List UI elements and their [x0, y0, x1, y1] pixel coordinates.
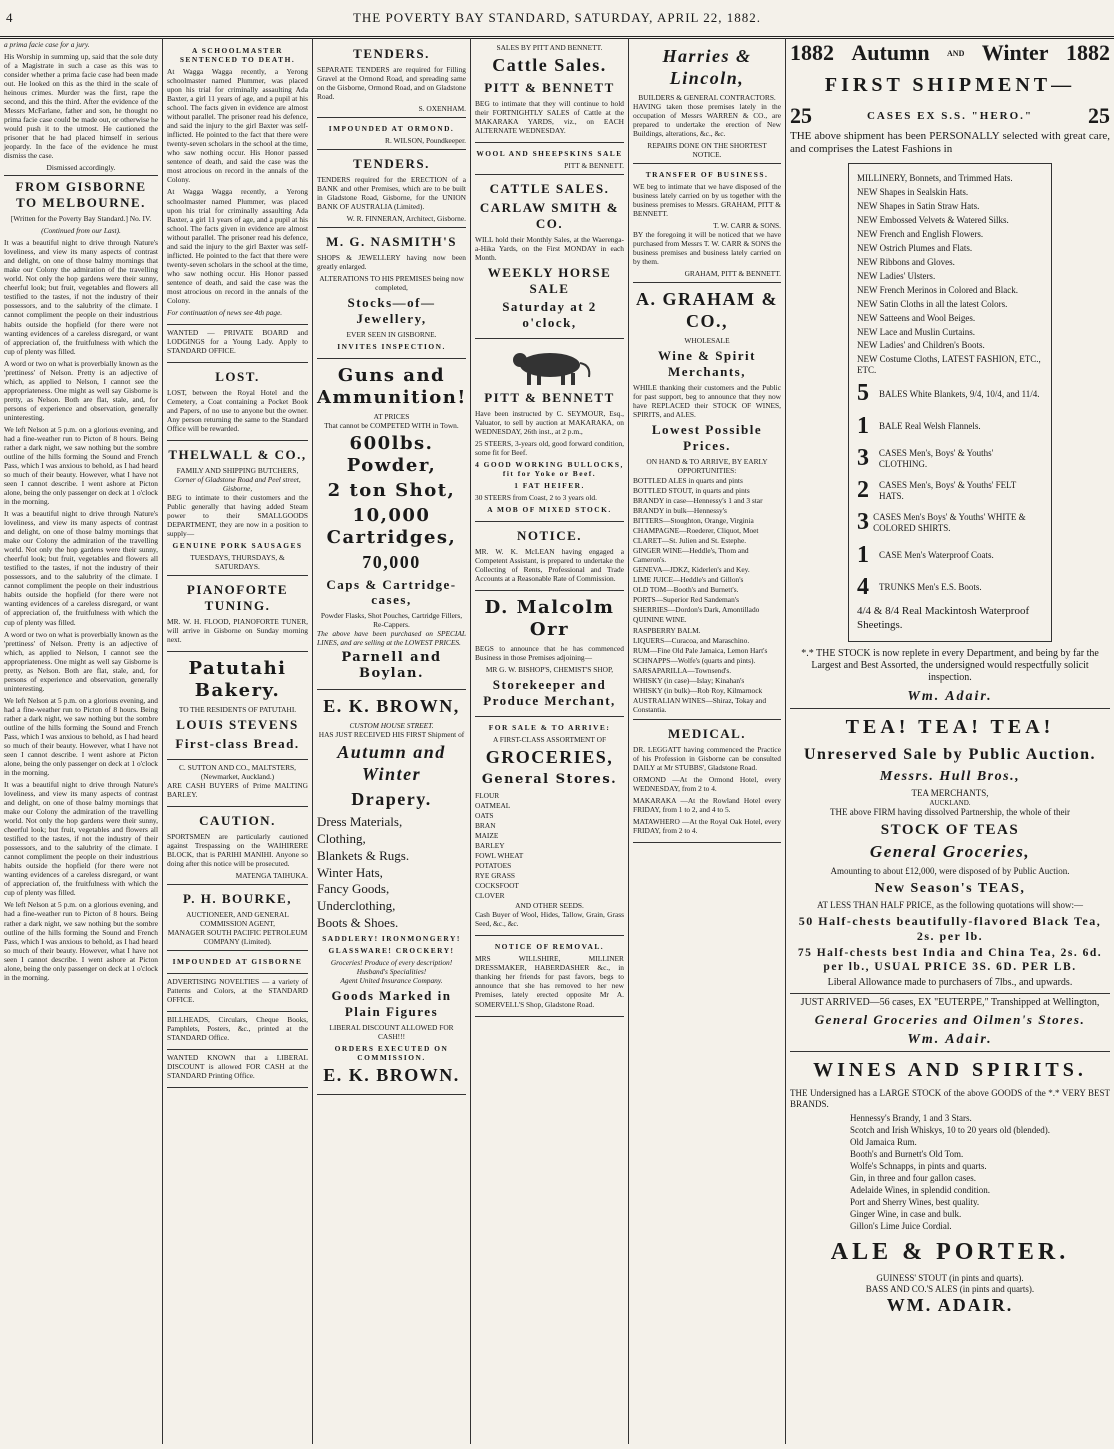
liquor-item: GINGER WINE—Heddle's, Thom and Cameron's. [633, 546, 749, 565]
guns-title: Guns and Ammunition! [317, 364, 467, 408]
wine-item: Ginger Wine, in case and bulk. [850, 1208, 962, 1219]
unreserved-sale: Unreserved Sale by Public Auction. [803, 746, 1097, 764]
lost-title: LOST. [215, 369, 260, 384]
glassware: GLASSWARE! CROCKERY! [328, 946, 455, 956]
wine-item: Gin, in three and four gallon cases. [850, 1172, 976, 1183]
for-sale: FOR SALE & TO ARRIVE: [488, 723, 611, 733]
liquor-item: GENEVA—JDKZ, Kiderlen's and Key. [633, 565, 750, 575]
dress-item: Winter Hats, [317, 864, 383, 880]
fashion-item: NEW French Merinos in Colored and Black. [857, 284, 1019, 295]
amount-note: Amounting to about £12,000, were disposed of by Public Auction. [830, 866, 1070, 877]
fashion-list [848, 163, 1052, 642]
fashion-item: NEW Ribbons and Gloves. [857, 256, 955, 267]
liquor-item: BITTERS—Stoughton, Orange, Virginia [633, 516, 754, 526]
liquor-item: SHERRIES—Dordon's Dark, Amontillado [633, 605, 760, 615]
flasks: Powder Flasks, Shot Pouches, Cartridge Fillers, Re-Cappers. [320, 611, 463, 630]
cases-count-left: 25 [790, 103, 812, 129]
cattle-title: Cattle Sales. [492, 55, 607, 76]
article-continued: (Continued from our Last). [41, 226, 121, 236]
pitt3-title: PITT & BENNETT [484, 390, 615, 406]
on-hand: ON HAND & TO ARRIVE, BY EARLY OPPORTUNITIES: [646, 456, 768, 475]
bakery-title: Patutahi Bakery. [188, 658, 287, 701]
mixed-stock: A MOB OF MIXED STOCK. [487, 505, 612, 515]
schoolmaster-title: A SCHOOLMASTER SENTENCED TO DEATH. [179, 46, 296, 65]
seed-item: OATMEAL [475, 800, 511, 810]
nasmith-body: SHOPS & JEWELLERY having now been greatly enlarged. [317, 252, 466, 271]
brown-received: HAS JUST RECEIVED HIS FIRST Shipment of [318, 730, 465, 740]
nasmith-ever: EVER SEEN IN GISBORNE. [346, 329, 437, 339]
harries-body: HAVING taken those premises lately in the occupation of Messrs WARREN & CO., are prepared to undertake the erection of New Buildings, alterations, &c., &c. [633, 101, 781, 139]
article-paragraph: It was a beautiful night to drive through Nature's loveliness, and view its many aspects of contrast and delight, on one of those balmy mornings that make our Colony the admiration of the travelling world. Not only the hop gardens were their sunny, cheerful look; but fruit, vegetables and flowers all testified to the tastes, if not the industry of their possessors, and to the salubrity of the climate. I cannot compliment the people on their industrious habits outside the hopfield (for there were not wanting evidences of a careless disregard, or want of appreciation of, the fruitfulness with which the cup of plenty was filled. [4, 238, 158, 356]
liquor-item: SCHNAPPS—Wolfe's (quarts and pints). [633, 655, 756, 665]
caution-signature: MATENGA TAIHUKA. [235, 870, 308, 880]
fashion-item: NEW Costume Cloths, LATEST FASHION, ETC., ETC. [857, 354, 1041, 376]
wine-item: Wolfe's Schnapps, in pints and quarts. [850, 1161, 987, 1171]
just-arrived: JUST ARRIVED—56 cases, EX "EUTERPE," Transhipped at Wellington, [800, 996, 1100, 1008]
liquor-item: QUININE WINE. [633, 615, 687, 625]
seed-item: BARLEY [475, 841, 505, 851]
sutton-name: C. SUTTON AND CO., MALTSTERS, (Newmarket, Auckland.) [178, 762, 297, 781]
article-byline: [Written for the Poverty Bay Standard.] No. IV. [10, 214, 152, 224]
thelwall-title: THELWALL & CO., [168, 447, 307, 463]
qty-text: BALES White Blankets, 9/4, 10/4, and 11/4. [879, 388, 1040, 399]
qty-number: 3 [857, 509, 869, 536]
adair-signature-2: Wm. Adair. [907, 1031, 993, 1047]
autumn-label: Autumn [851, 40, 930, 65]
fifty-chests: 50 Half-chests beautifully-flavored Black Tea, 2s. per lb. [798, 914, 1102, 943]
graham-signature: GRAHAM, PITT & BENNETT. [684, 269, 781, 279]
adair-signature-3: WM. ADAIR. [886, 1295, 1014, 1316]
liquor-item: BRANDY in case—Hennessy's 1 and 3 star [633, 496, 763, 506]
piano-body: MR. W. H. FLOOD, PIANOFORTE TUNER, will arrive in Gisborne on Sunday morning next. [167, 616, 308, 644]
stock-note: *.* THE STOCK is now replete in every Department, and being by far the Largest and Best Assorted, the undersigned would respectfully solicit inspection. [801, 648, 1099, 684]
medical-title: MEDICAL. [667, 725, 747, 741]
fashion-item: NEW Lace and Muslin Curtains. [857, 326, 976, 337]
seed-item: COCKSFOOT [475, 881, 519, 891]
other-seeds: AND OTHER SEEDS. [515, 901, 584, 911]
impounded-ormond: IMPOUNDED AT ORMOND. [328, 124, 455, 134]
qty-text: CASE Men's Waterproof Coats. [879, 549, 994, 560]
fashion-item: NEW Embossed Velvets & Watered Silks. [857, 214, 1009, 225]
liquor-item: RASPBERRY BALM. [633, 625, 701, 635]
allowance: Liberal Allowance made to purchasers of 7lbs., and upwards. [827, 977, 1073, 989]
dress-item: Dress Materials, [317, 813, 403, 829]
liquor-item: RUM—Fine Old Pale Jamaica, Lemon Hart's [633, 645, 768, 655]
general-stores: General Stores. [481, 772, 618, 788]
impounded-gisborne: IMPOUNDED AT GISBORNE [172, 956, 303, 966]
dress-item: Blankets & Rugs. [317, 847, 410, 863]
guns-compete: That cannot be COMPETED WITH in Town. [324, 420, 459, 430]
seed-item: BRAN [475, 820, 496, 830]
article-paragraph: We left Nelson at 5 p.m. on a glorious evening, and had a fine-weather run to Picton of 8 hours. Being rather a dark night, we saw nothing but the sombre outline of the hills forming the Sound and French Pass, which I was anxious to behold, as I had heard so much of their beauty. However, what I have not seen I cannot describe. I went ashore at Picton alone, being the only passenger on deck at 1 o'clock in the morning. [4, 695, 158, 777]
parnell: Parnell and Boylan. [341, 650, 442, 682]
article-paragraph: A word or two on what is proverbially known as the 'prettiness' of Nelson. Pretty is an adjective of which, as applied to Nelson, I cannot see the appropriateness. One might as well say Gisborne is pretty, as Nelson. Both are flat, stale, and, for persons of experience and observation, generally uninteresting. [4, 358, 158, 422]
qty-row [857, 476, 1043, 505]
qty-number: 1 [857, 412, 869, 439]
qty-number: 3 [857, 444, 869, 471]
orders: ORDERS EXECUTED ON COMMISSION. [334, 1043, 449, 1062]
wine-item: Gillon's Lime Juice Cordial. [850, 1220, 952, 1231]
fashion-item: NEW Satin Cloths in all the latest Colors. [857, 298, 1008, 309]
bakery-bread: First-class Bread. [175, 735, 300, 751]
seed-item: RYE GRASS [475, 871, 516, 881]
tenders2-title: TENDERS. [353, 156, 430, 172]
firm-note: THE above FIRM having dissolved Partnership, the whole of their [830, 807, 1070, 818]
qty-text: CASES Men's, Boys' & Youths' FELT HATS. [878, 479, 1017, 501]
wine-item: Hennessy's Brandy, 1 and 3 Stars. [850, 1113, 972, 1124]
brown-sub: CUSTOM HOUSE STREET. [349, 721, 434, 731]
and-label: AND [947, 48, 965, 58]
article-paragraph: It was a beautiful night to drive through Nature's loveliness, and view its many aspects of contrast and delight, on one of those balmy mornings that make our Colony the admiration of the travelling world. Not only the hop gardens were their sunny, cheerful look; but fruit, vegetables and flowers all testified to the tastes, if not the industry of their possessors, and to the salubrity of the climate. I cannot compliment the people on their industrious habits outside the hopfield (for there were not wanting evidences of a careless disregard, or want of appreciation of, the fruitfulness with which the cup of plenty was filled. [4, 509, 158, 627]
nasmith-alterations: ALTERATIONS TO HIS PREMISES being now completed, [319, 274, 464, 293]
masthead [0, 0, 1114, 39]
repairs: REPAIRS DONE ON THE SHORTEST NOTICE. [647, 141, 767, 160]
liquor-item: CLARET—St. Julien and St. Estephe. [633, 536, 747, 546]
caps-number: 70,000 [362, 551, 421, 572]
fashion-item: NEW Ostrich Plumes and Flats. [857, 242, 973, 253]
new-season: New Season's TEAS, [874, 881, 1026, 897]
bishop: MR G. W. BISHOP'S, CHEMIST'S SHOP, [485, 665, 614, 675]
nasmith-title: M. G. NASMITH'S [326, 234, 457, 250]
qty-row [857, 541, 1043, 570]
liquor-item: SARSAPARILLA—Townsend's. [633, 665, 732, 675]
goods-marked: Goods Marked in Plain Figures [331, 988, 452, 1020]
sausage-days: TUESDAYS, THURSDAYS, & SATURDAYS. [190, 553, 285, 572]
tea-banner: TEA! TEA! TEA! [845, 715, 1055, 738]
liberal-discount: LIBERAL DISCOUNT ALLOWED FOR CASH!!! [329, 1022, 454, 1041]
fashion-item: NEW Ladies' Ulsters. [857, 270, 936, 281]
bass: BASS AND CO.'S ALES (in pints and quarts). [865, 1284, 1035, 1295]
caution-title: CAUTION. [199, 812, 276, 828]
transfer-title: TRANSFER OF BUSINESS. [645, 170, 769, 180]
column-1 [0, 38, 163, 1444]
bakery-name: LOUIS STEVENS [176, 716, 299, 732]
mackintosh: 4/4 & 8/4 Real Mackintosh Waterproof Sheetings. [857, 605, 1030, 631]
qty-number: 5 [857, 380, 869, 407]
liquor-item: WHISKY (in case)—Islay; Kinahan's [633, 675, 745, 685]
makaraka-hours: MAKARAKA —At the Rowland Hotel every FRIDAY, from 1 to 2, and 4 to 5. [633, 795, 781, 814]
bullocks: 4 GOOD WORKING BULLOCKS, fit for Yoke or Beef. [475, 460, 624, 479]
schoolmaster-body: At Wagga Wagga recently, a Yerong schoolmaster named Plummer, was placed upon his trial for criminally assaulting Ada Baxter, a girl 11 years of age, and a pupil at his school. The facts given in evidence are almost without parallel. The prisoner read his defence, and said the injury to the girl Baxter was self-inflicted. He pointed to the fact that there were twenty-seven scholars in the school at the time, who saw nothing occur. His Honor passed sentence of death, and said the case was the most atrocious on record in the annals of the Colony. [167, 67, 308, 185]
qty-text: TRUNKS Men's E.S. Boots. [879, 582, 982, 593]
masthead-title: THE POVERTY BAY STANDARD, SATURDAY, APRIL 22, 1882. [352, 10, 762, 25]
liquor-item: LIME JUICE—Heddle's and Gillon's [633, 575, 744, 585]
ormond-hours: ORMOND —At the Ormond Hotel, every WEDNESDAY, from 2 to 4. [633, 774, 781, 793]
stock-of-teas: STOCK OF TEAS [880, 822, 1020, 839]
carlaw-body: WILL hold their Monthly Sales, at the Waerenga-a-Hika Yards, on the First MONDAY in each Month. [475, 234, 624, 262]
pitt-signature: PITT & BENNETT. [564, 161, 624, 170]
groceries-title: GROCERIES, [485, 747, 614, 768]
agent-note: Agent United Insurance Company. [340, 976, 443, 986]
storekeeper: Storekeeper and Produce Merchant, [483, 677, 616, 709]
wines-body: THE Undersigned has a LARGE STOCK of the above GOODS of the *.* VERY BEST BRANDS. [790, 1088, 1110, 1110]
liquor-item: PORTS—Superior Red Sandeman's [633, 595, 739, 605]
column-4 [471, 38, 629, 1444]
autumn-winter: Autumn and Winter [337, 742, 446, 785]
seed-item: OATS [475, 810, 494, 820]
schoolmaster-body: At Wagga Wagga recently, a Yerong schoolmaster named Plummer, was placed upon his trial for criminally assaulting Ada Baxter, a girl 11 years of age, and a pupil at his school. The facts given in evidence are almost without parallel. The prisoner read his defence, and said the injury to the girl Baxter was self-inflicted. He pointed to the fact that there were twenty-seven scholars in the school at the time, who saw nothing occur. His Honor passed sentence of death, and said the case was the most atrocious on record in the annals of the Colony. [167, 187, 308, 305]
tea-merchants: TEA MERCHANTS, [911, 787, 989, 798]
qty-number: 1 [857, 541, 869, 568]
court-text: a prima facie case for a jury. [4, 40, 90, 49]
dress-item: Boots & Shoes. [317, 915, 399, 931]
pitt-title: PITT & BENNETT [484, 79, 615, 95]
cases-line [790, 103, 1110, 130]
orr-title: D. Malcolm Orr [484, 597, 615, 641]
transfer-body: WE beg to intimate that we have disposed of the business lately carried on by us together with the business premises to Messrs. GRAHAM, PITT & BENNETT. [633, 182, 781, 219]
liquor-item: OLD TOM—Booth's and Burnett's. [633, 585, 739, 595]
sutton-body: ARE CASH BUYERS of Prime MALTING BARLEY. [167, 780, 308, 799]
guiness: GUINESS' STOUT (in pints and quarts). [876, 1273, 1024, 1284]
thelwall-address: Corner of Gladstone Road and Peel street, Gisborne, [174, 474, 301, 493]
liquor-item: LIQUERS—Curacoa, and Maraschino. [633, 635, 750, 645]
seed-item: CLOVER [475, 891, 505, 901]
bakery-to: TO THE RESIDENTS OF PATUTAHI. [178, 704, 297, 714]
wine-item: Booth's and Burnett's Old Tom. [850, 1149, 964, 1160]
article-paragraph: We left Nelson at 5 p.m. on a glorious evening, and had a fine-weather run to Picton of 8 hours. Being rather a dark night, we saw nothing but the sombre outline of the hills forming the Sound and French Pass, which I was anxious to behold, as I had heard so much of their beauty. However, what I have not seen I cannot describe. I went ashore at Picton alone, being the only passenger on deck at 1 o'clock in the morning. [4, 424, 158, 507]
removal-title: NOTICE OF REMOVAL. [494, 942, 605, 952]
qty-row [857, 508, 1043, 537]
fashion-item: NEW Shapes in Satin Straw Hats. [857, 200, 980, 211]
half-price: AT LESS THAN HALF PRICE, as the following quotations will show:— [817, 900, 1083, 911]
cattle-sales: CATTLE SALES. [489, 181, 610, 197]
saturday-sale: Saturday at 2 o'clock, [502, 299, 597, 331]
qty-text: CASES Men's, Boys' & Youths' CLOTHING. [878, 447, 994, 469]
weekly-horse: WEEKLY HORSE SALE [487, 264, 612, 296]
purchased: The above have been purchased on SPECIAL LINES, and are selling at the LOWEST PRICES. [317, 629, 466, 648]
tenders-signature: S. OXENHAM. [418, 103, 466, 113]
oilmen-stores: General Groceries and Oilmen's Stores. [814, 1011, 1086, 1027]
continuation-note: For continuation of news see 4th page. [167, 307, 283, 317]
lowest-prices: Lowest Possible Prices. [651, 422, 763, 454]
fashion-item: NEW French and English Flowers. [857, 228, 984, 239]
bourke-body: AUCTIONEER, AND GENERAL COMMISSION AGENT, [186, 909, 289, 928]
piano-title: PIANOFORTE TUNING. [186, 582, 289, 614]
liquor-item: AUSTRALIAN WINES—Shiraz, Tokay and Constantia. [633, 695, 767, 714]
drapery: Drapery. [351, 789, 432, 810]
article-paragraph: A word or two on what is proverbially known as the 'prettiness' of Nelson. Pretty is an adjective of which, as applied to Nelson, I cannot see the appropriateness. One might as well say Gisborne is pretty, as Nelson. Both are flat, stale, and, for persons of experience and observation, generally uninteresting. [4, 629, 158, 693]
dress-item: Clothing, [317, 830, 366, 846]
graham-body: WHILE thanking their customers and the Public for past support, beg to announce that they now have REPLACED their STOCK OF WINES, SPIRITS, and ALES. [633, 383, 781, 420]
wool-sale: WOOL AND SHEEPSKINS SALE [476, 148, 623, 158]
tenders2-body: TENDERS required for the ERECTION of a BANK and other Premises, which are to be built in Gladstone Road, Gisborne, for the UNION BANK OF AUSTRALIA (Limited). [317, 174, 466, 212]
wines-banner: WINES AND SPIRITS. [813, 1058, 1087, 1081]
cattle-illustration [505, 345, 595, 387]
cases-text: CASES EX S.S. "HERO." [866, 109, 1034, 122]
fashion-item: MILLINERY, Bonnets, and Trimmed Hats. [857, 172, 1013, 183]
article-paragraph: It was a beautiful night to drive through Nature's loveliness, and view its many aspects of contrast and delight, on one of those balmy mornings that make our Colony the admiration of the travelling world. Not only the hop gardens were their sunny, cheerful look; but fruit, vegetables and flowers all testified to the tastes, if not the industry of their possessors, and to the salubrity of the climate. I cannot compliment the people on their industrious habits outside the hopfield (for there were not wanting evidences of a careless disregard, or want of appreciation of, the fruitfulness with which the cup of plenty was filled. [4, 780, 158, 898]
year-right: 1882 [1065, 40, 1110, 65]
adair-signature: Wm. Adair. [907, 688, 993, 704]
wine-item: Scotch and Irish Whiskys, 10 to 20 years old (blended). [850, 1125, 1051, 1136]
sausages: GENUINE PORK SAUSAGES [172, 541, 303, 551]
shot: 2 ton Shot, [327, 479, 456, 501]
orr-body: BEGS to announce that he has commenced Business in those Premises adjoining— [475, 644, 624, 663]
nasmith-invites: INVITES INSPECTION. [337, 341, 446, 351]
article-title: FROM GISBORNE TO MELBOURNE. [15, 179, 147, 211]
wholesale: WHOLESALE [684, 336, 730, 346]
mclean-body: MR. W. K. McLEAN having engaged a Competent Assistant, is prepared to undertake the Collecting of Rents, Professional and Trade Accounts at a Reasonable Rate of Commission. [475, 547, 624, 584]
article-paragraph: We left Nelson at 5 p.m. on a glorious evening, and had a fine-weather run to Picton of 8 hours. Being rather a dark night, we saw nothing but the sombre outline of the hills forming the Sound and French Pass, which I was anxious to behold, as I had heard so much of their beauty. However, what I have not seen I cannot describe. I went ashore at Picton alone, being the only passenger on deck at 1 o'clock in the morning. [4, 900, 158, 982]
willshire-body: MRS WILLSHIRE, MILLINER DRESSMAKER, HABERDASHER &c., in thanking her friends for past favors, begs to announce that she has removed to her new Premises, lately erected opposite Mr A. SOMERVELL'S Shop, Gladstone Road. [475, 954, 624, 1009]
matawhero-hours: MATAWHERO —At the Royal Oak Hotel, every FRIDAY, from 2 to 4. [633, 816, 781, 835]
cases-count-right: 25 [1088, 103, 1110, 129]
qty-row [857, 573, 1043, 602]
general-groceries: General Groceries, [869, 842, 1031, 862]
bourke-title: P. H. BOURKE, [183, 890, 292, 906]
seed-item: FLOUR [475, 790, 500, 800]
guns-prices: AT PRICES [373, 411, 410, 421]
thelwall-sub: FAMILY AND SHIPPING BUTCHERS, [176, 465, 299, 475]
brown-title: E. K. BROWN, [323, 696, 460, 717]
seed-item: POTATOES [475, 861, 512, 871]
qty-row [857, 379, 1043, 408]
harries-title: Harries & Lincoln, [662, 46, 752, 88]
ale-porter: ALE & PORTER. [830, 1238, 1070, 1265]
billheads-ad: BILLHEADS, Circulars, Cheque Books, Pamphlets, Posters, &c., printed at the STANDARD Office. [167, 1014, 308, 1042]
qty-text: CASES Men's Boys' & Youths' WHITE & COLORED SHIRTS. [873, 512, 1026, 534]
seed-item: FOWL WHEAT [475, 851, 524, 861]
wine-item: Port and Sherry Wines, best quality. [850, 1196, 980, 1207]
seventy-five-chests: 75 Half-chests best India and China Tea, 2s. 6d. per lb., USUAL PRICE 3S. 6D. PER LB. [797, 947, 1103, 974]
lost-body: LOST, between the Royal Hotel and the Cemetery, a Coat containing a Pocket Book and Papers, of no use to anyone but the owner. Any person returning the same to the Standard Office will be rewarded. [167, 387, 308, 433]
carlaw-title: CARLAW SMITH & CO. [479, 199, 620, 231]
dress-item: Fancy Goods, [317, 881, 390, 897]
carr-signature: T. W. CARR & SONS. [713, 221, 781, 231]
nasmith-stock: Stocks—of—Jewellery, [347, 295, 436, 326]
liquor-item: WHISKY (in bulk)—Rob Roy, Kilmarnock [633, 685, 763, 695]
page-number: 4 [6, 10, 14, 25]
liquor-item: BRANDY in bulk—Hennessy's [633, 506, 727, 516]
impounded-signature: R. WILSON, Poundkeeper. [385, 136, 466, 146]
wine-item: Old Jamaica Rum. [850, 1137, 917, 1148]
pitt-body: BEG to intimate that they will continue to hold their FORTNIGHTLY SALES of Cattle at the MAKARAKA YARDS, viz., on EACH ALTERNATE WEDNESDAY. [475, 98, 624, 135]
builders: BUILDERS & GENERAL CONTRACTORS. [638, 92, 776, 102]
groceries-note: Groceries! Produce of every description! Husband's Specialities! [330, 958, 453, 977]
carr-body: BY the foregoing it will be noticed that we have purchased from Messrs T. W. CARR & SONS the business premises and business lately carried on by them. [633, 230, 781, 267]
column-2 [163, 38, 313, 1444]
bourke-manager: MANAGER SOUTH PACIFIC PETROLEUM COMPANY (Limited). [167, 927, 308, 946]
column-6 [786, 38, 1114, 1444]
cash-buyer: Cash Buyer of Wool, Hides, Tallow, Grain, Grass Seed, &c., &c. [475, 910, 624, 929]
winter-label: Winter [981, 40, 1049, 65]
leggatt-body: DR. LEGGATT having commenced the Practice of his Profession in Gisborne can be consulted DAILY at Mr STUBBS', Gladstone Road. [633, 744, 781, 772]
court-text: Dismissed accordingly. [46, 163, 116, 173]
wanted-ad: WANTED — PRIVATE BOARD and LODGINGS for a Young Lady. Apply to STANDARD OFFICE. [167, 327, 308, 355]
hull-bros: Messrs. Hull Bros., [879, 768, 1021, 784]
steers: 25 STEERS, 3-years old, good forward condition, some fit for Beef. [475, 439, 624, 458]
powder: 600lbs. Powder, [346, 432, 437, 476]
wine-item: Adelaide Wines, in splendid condition. [850, 1184, 990, 1195]
sales-head: SALES BY PITT AND BENNETT. [496, 43, 603, 52]
thelwall-body: BEG to intimate to their customers and the Public generally that having added Steam power to their SMALLGOODS DEPARTMENT, they are now in a position to supply— [167, 492, 308, 539]
qty-text: BALE Real Welsh Flannels. [879, 420, 981, 431]
pitt3-body: Have been instructed by C. SEYMOUR, Esq., Valuator, to sell by auction at MAKARAKA, on WEDNESDAY, 26th inst., at 2 p.m., [475, 409, 624, 437]
wine-merchants: Wine & Spirit Merchants, [658, 348, 756, 380]
column-5 [629, 38, 786, 1444]
liquor-item: BOTTLED ALES in quarts and pints [633, 476, 743, 486]
qty-row [857, 412, 1043, 441]
liquor-item: BOTTLED STOUT, in quarts and pints [633, 486, 750, 496]
advertising-ad: ADVERTISING NOVELTIES — a variety of Patterns and Colors, at the STANDARD OFFICE. [167, 976, 308, 1004]
first-shipment: FIRST SHIPMENT— [824, 73, 1076, 96]
court-text: His Worship in summing up, said that the sole duty of a Magistrate in such a case as this was to consider whether a prima facie case had been made out. He looked on this as the third in the scale of heinous crimes. Murder was the first, rape the second, and this the third. After the evidence of the Messrs McFarlane, father and son, he thought no prima facie case could be made out, or otherwise he would push it to the utmost. He cautioned the prisoner that he had placed himself in serious jeopardy. In the face of the evidence he must dismiss the case. [4, 52, 158, 161]
column-3 [313, 38, 471, 1444]
qty-number: 2 [857, 477, 869, 504]
qty-row [857, 444, 1043, 473]
season-header [790, 40, 1110, 67]
brown-signature: E. K. BROWN. [323, 1065, 460, 1085]
qty-number: 4 [857, 573, 869, 600]
liquor-item: CHAMPAGNE—Roederer, Cliquot, Moet [633, 526, 759, 536]
graham-title: A. GRAHAM & CO., [636, 289, 778, 332]
saddlery: SADDLERY! IRONMONGERY! [322, 934, 461, 943]
cartridges: 10,000 Cartridges, [326, 504, 457, 548]
steers-30: 30 STEERS from Coast, 2 to 3 years old. [475, 493, 597, 503]
shipment-description: THE above shipment has been PERSONALLY selected with great care, and comprises the Latest Fashions in [790, 130, 1110, 156]
tenders-title: TENDERS. [353, 46, 430, 61]
caution-body: SPORTSMEN are particularly cautioned against Trespassing on the WAIHIRERE BLOCK, that is PARIHI MANIHI. Anyone so doing after this notice will be prosecuted. [167, 831, 308, 868]
caps: Caps & Cartridge-cases, [326, 576, 457, 608]
wanted-known-ad: WANTED KNOWN that a LIBERAL DISCOUNT is allowed FOR CASH at the STANDARD Printing Office. [167, 1053, 308, 1081]
tenders-body: SEPARATE TENDERS are required for Filling Gravel at the Ormond Road, and spreading same on the Gisborne, Ormond Road, and on Gladstone Road. [317, 64, 466, 101]
year-left: 1882 [790, 40, 834, 65]
auckland: AUCKLAND. [929, 798, 971, 807]
fashion-item: NEW Satteens and Wool Beiges. [857, 312, 976, 323]
heifer: 1 FAT HEIFER. [514, 481, 585, 491]
assortment: A FIRST-CLASS ASSORTMENT OF [492, 735, 607, 745]
seed-item: MAIZE [475, 831, 499, 841]
notice-title: NOTICE. [516, 528, 583, 544]
fashion-item: NEW Shapes in Sealskin Hats. [857, 186, 969, 197]
tenders2-signature: W. R. FINNERAN, Architect, Gisborne. [346, 214, 466, 224]
fashion-item: NEW Ladies' and Children's Boots. [857, 340, 985, 351]
dress-item: Underclothing, [317, 898, 396, 914]
